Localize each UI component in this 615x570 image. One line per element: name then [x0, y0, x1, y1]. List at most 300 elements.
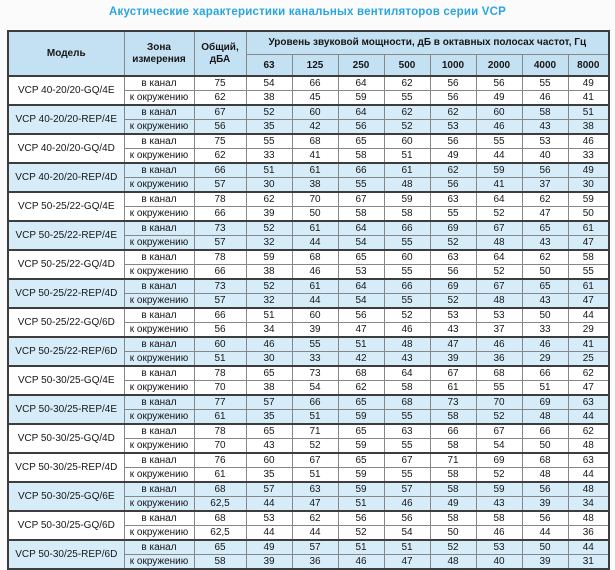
table-row-in-channel: [8, 250, 609, 265]
column-header-freq-2000: 2000: [476, 55, 522, 77]
octave-value-125: 61: [292, 221, 338, 236]
octave-value-1000: 56: [430, 91, 476, 106]
octave-value-1000: 49: [430, 149, 476, 164]
octave-value-500: 46: [384, 323, 430, 338]
octave-value-250: 58: [338, 207, 384, 222]
octave-value-63: 52: [246, 279, 292, 294]
acoustic-characteristics-table: [7, 30, 610, 570]
octave-value-63: 38: [246, 91, 292, 106]
octave-value-8000: 61: [568, 279, 609, 294]
zone-label: в канал: [124, 337, 194, 352]
octave-value-500: 62: [384, 105, 430, 120]
octave-value-250: 64: [338, 76, 384, 91]
octave-value-500: 55: [384, 468, 430, 483]
octave-value-4000: 50: [522, 439, 568, 454]
octave-value-250: 59: [338, 410, 384, 425]
octave-value-2000: 67: [476, 279, 522, 294]
octave-value-8000: 44: [568, 468, 609, 483]
total-dba-value: 65: [194, 540, 246, 555]
total-dba-value: 75: [194, 134, 246, 149]
octave-value-250: 67: [338, 192, 384, 207]
octave-value-1000: 52: [430, 236, 476, 251]
octave-value-4000: 65: [522, 279, 568, 294]
octave-value-8000: 49: [568, 163, 609, 178]
octave-value-1000: 43: [430, 323, 476, 338]
zone-label: к окружению: [124, 526, 194, 541]
octave-value-63: 33: [246, 149, 292, 164]
octave-value-500: 61: [384, 163, 430, 178]
octave-value-2000: 55: [476, 381, 522, 396]
octave-value-63: 46: [246, 337, 292, 352]
zone-label: к окружению: [124, 381, 194, 396]
octave-value-2000: 70: [476, 395, 522, 410]
octave-value-63: 38: [246, 381, 292, 396]
octave-value-125: 61: [292, 163, 338, 178]
table-row-in-channel: [8, 395, 609, 410]
octave-value-8000: 62: [568, 366, 609, 381]
octave-value-4000: 43: [522, 294, 568, 309]
octave-value-125: 52: [292, 439, 338, 454]
table-row-in-channel: [8, 308, 609, 323]
column-header-freq-63: 63: [246, 55, 292, 77]
octave-value-250: 56: [338, 511, 384, 526]
octave-value-250: 65: [338, 424, 384, 439]
page-title: Акустические характеристики канальных вентиляторов серии VCP: [108, 6, 507, 18]
octave-value-500: 56: [384, 511, 430, 526]
octave-value-500: 60: [384, 134, 430, 149]
octave-value-1000: 69: [430, 279, 476, 294]
octave-value-2000: 64: [476, 192, 522, 207]
table-row-in-channel: [8, 540, 609, 555]
octave-value-500: 55: [384, 236, 430, 251]
octave-value-250: 47: [338, 323, 384, 338]
total-dba-value: 77: [194, 395, 246, 410]
octave-value-250: 54: [338, 294, 384, 309]
octave-value-63: 44: [246, 526, 292, 541]
column-header-freq-8000: 8000: [568, 55, 609, 77]
octave-value-63: 62: [246, 192, 292, 207]
octave-value-125: 71: [292, 424, 338, 439]
zone-label: к окружению: [124, 236, 194, 251]
octave-value-4000: 50: [522, 308, 568, 323]
octave-value-2000: 67: [476, 424, 522, 439]
octave-value-8000: 63: [568, 453, 609, 468]
octave-value-4000: 48: [522, 468, 568, 483]
total-dba-value: 57: [194, 178, 246, 193]
octave-value-250: 65: [338, 453, 384, 468]
octave-value-500: 43: [384, 352, 430, 367]
octave-value-125: 68: [292, 134, 338, 149]
total-dba-value: 57: [194, 236, 246, 251]
zone-label: в канал: [124, 192, 194, 207]
total-dba-value: 78: [194, 366, 246, 381]
octave-value-4000: 43: [522, 236, 568, 251]
model-name: VCP 50-25/22-GQ/6D: [8, 308, 124, 337]
octave-value-2000: 49: [476, 91, 522, 106]
octave-value-4000: 39: [522, 497, 568, 512]
octave-value-63: 52: [246, 221, 292, 236]
octave-value-2000: 68: [476, 366, 522, 381]
octave-value-8000: 61: [568, 221, 609, 236]
octave-value-1000: 63: [430, 250, 476, 265]
octave-value-500: 59: [384, 192, 430, 207]
octave-value-500: 66: [384, 279, 430, 294]
total-dba-value: 56: [194, 323, 246, 338]
model-name: VCP 50-30/25-GQ/6D: [8, 511, 124, 540]
octave-value-125: 36: [292, 555, 338, 570]
zone-label: в канал: [124, 366, 194, 381]
octave-value-250: 65: [338, 134, 384, 149]
octave-value-8000: 25: [568, 352, 609, 367]
octave-value-8000: 41: [568, 337, 609, 352]
octave-value-4000: 40: [522, 149, 568, 164]
model-name: VCP 50-30/25-GQ/4E: [8, 366, 124, 395]
octave-value-125: 42: [292, 120, 338, 135]
octave-value-2000: 67: [476, 221, 522, 236]
octave-value-2000: 52: [476, 468, 522, 483]
octave-value-1000: 58: [430, 439, 476, 454]
model-name: VCP 40-20/20-REP/4E: [8, 105, 124, 134]
zone-label: к окружению: [124, 207, 194, 222]
octave-value-125: 70: [292, 192, 338, 207]
octave-value-125: 68: [292, 250, 338, 265]
octave-value-8000: 48: [568, 511, 609, 526]
total-dba-value: 61: [194, 468, 246, 483]
octave-value-2000: 52: [476, 410, 522, 425]
zone-label: к окружению: [124, 468, 194, 483]
column-header-zone: Зона измерения: [124, 31, 194, 76]
octave-value-250: 65: [338, 395, 384, 410]
total-dba-value: 66: [194, 207, 246, 222]
octave-value-4000: 68: [522, 453, 568, 468]
octave-value-250: 51: [338, 540, 384, 555]
octave-value-1000: 71: [430, 453, 476, 468]
octave-value-250: 66: [338, 163, 384, 178]
total-dba-value: 70: [194, 439, 246, 454]
octave-value-500: 63: [384, 424, 430, 439]
octave-value-1000: 67: [430, 366, 476, 381]
octave-value-4000: 56: [522, 163, 568, 178]
octave-value-63: 55: [246, 134, 292, 149]
octave-value-63: 35: [246, 410, 292, 425]
octave-value-1000: 53: [430, 120, 476, 135]
octave-value-2000: 44: [476, 149, 522, 164]
octave-value-500: 67: [384, 453, 430, 468]
octave-value-250: 54: [338, 236, 384, 251]
octave-value-2000: 43: [476, 497, 522, 512]
total-dba-value: 62,5: [194, 497, 246, 512]
octave-value-2000: 59: [476, 482, 522, 497]
octave-value-1000: 53: [430, 308, 476, 323]
octave-value-125: 51: [292, 410, 338, 425]
octave-value-125: 63: [292, 482, 338, 497]
octave-value-4000: 55: [522, 76, 568, 91]
octave-value-125: 62: [292, 511, 338, 526]
octave-value-125: 60: [292, 308, 338, 323]
octave-value-63: 43: [246, 439, 292, 454]
total-dba-value: 57: [194, 294, 246, 309]
table-row-in-channel: [8, 511, 609, 526]
octave-value-8000: 49: [568, 76, 609, 91]
octave-value-2000: 40: [476, 555, 522, 570]
octave-value-125: 33: [292, 352, 338, 367]
column-header-freq-250: 250: [338, 55, 384, 77]
octave-value-63: 57: [246, 482, 292, 497]
octave-value-8000: 29: [568, 323, 609, 338]
octave-value-63: 59: [246, 250, 292, 265]
total-dba-value: 62: [194, 149, 246, 164]
octave-value-500: 51: [384, 540, 430, 555]
octave-value-4000: 69: [522, 395, 568, 410]
octave-value-2000: 58: [476, 511, 522, 526]
octave-value-4000: 29: [522, 352, 568, 367]
zone-label: к окружению: [124, 352, 194, 367]
model-name: VCP 50-25/22-GQ/4E: [8, 192, 124, 221]
octave-value-8000: 48: [568, 439, 609, 454]
octave-value-1000: 39: [430, 352, 476, 367]
octave-value-4000: 46: [522, 91, 568, 106]
octave-value-63: 60: [246, 453, 292, 468]
octave-value-250: 53: [338, 265, 384, 280]
model-name: VCP 50-30/25-REP/6D: [8, 540, 124, 569]
octave-value-63: 39: [246, 207, 292, 222]
octave-value-1000: 52: [430, 294, 476, 309]
octave-value-8000: 63: [568, 395, 609, 410]
octave-value-250: 59: [338, 468, 384, 483]
octave-value-500: 52: [384, 120, 430, 135]
octave-value-4000: 50: [522, 265, 568, 280]
octave-value-500: 48: [384, 337, 430, 352]
octave-value-2000: 41: [476, 178, 522, 193]
total-dba-value: 66: [194, 265, 246, 280]
table-row-in-channel: [8, 105, 609, 120]
model-name: VCP 40-20/20-GQ/4D: [8, 134, 124, 163]
column-header-freq-500: 500: [384, 55, 430, 77]
octave-value-2000: 46: [476, 526, 522, 541]
total-dba-value: 51: [194, 352, 246, 367]
model-name: VCP 50-25/22-REP/4D: [8, 279, 124, 308]
octave-value-125: 66: [292, 76, 338, 91]
octave-value-250: 64: [338, 279, 384, 294]
octave-value-2000: 48: [476, 236, 522, 251]
octave-value-8000: 62: [568, 424, 609, 439]
zone-label: в канал: [124, 279, 194, 294]
table-row-in-channel: [8, 366, 609, 381]
octave-value-125: 61: [292, 279, 338, 294]
zone-label: в канал: [124, 250, 194, 265]
table-row-in-channel: [8, 192, 609, 207]
octave-value-1000: 52: [430, 540, 476, 555]
octave-value-125: 44: [292, 526, 338, 541]
zone-label: в канал: [124, 540, 194, 555]
octave-value-500: 62: [384, 76, 430, 91]
zone-label: к окружению: [124, 555, 194, 570]
column-header-total-dba: Общий, дБА: [194, 31, 246, 76]
octave-value-63: 51: [246, 308, 292, 323]
octave-value-8000: 46: [568, 134, 609, 149]
octave-value-125: 57: [292, 540, 338, 555]
model-name: VCP 50-25/22-GQ/4D: [8, 250, 124, 279]
octave-value-1000: 69: [430, 221, 476, 236]
octave-value-250: 59: [338, 482, 384, 497]
octave-value-1000: 61: [430, 381, 476, 396]
zone-label: к окружению: [124, 323, 194, 338]
total-dba-value: 78: [194, 250, 246, 265]
zone-label: в канал: [124, 308, 194, 323]
octave-value-8000: 33: [568, 149, 609, 164]
octave-value-4000: 51: [522, 381, 568, 396]
octave-value-125: 55: [292, 337, 338, 352]
model-name: VCP 50-30/25-REP/4D: [8, 453, 124, 482]
octave-value-125: 66: [292, 395, 338, 410]
table-row-in-channel: [8, 279, 609, 294]
octave-value-250: 42: [338, 352, 384, 367]
octave-value-4000: 66: [522, 424, 568, 439]
octave-value-4000: 43: [522, 120, 568, 135]
octave-value-2000: 64: [476, 250, 522, 265]
octave-value-63: 52: [246, 105, 292, 120]
octave-value-8000: 30: [568, 178, 609, 193]
octave-value-125: 51: [292, 468, 338, 483]
octave-value-500: 66: [384, 221, 430, 236]
octave-value-1000: 49: [430, 497, 476, 512]
octave-value-500: 55: [384, 294, 430, 309]
octave-value-63: 34: [246, 323, 292, 338]
octave-value-1000: 48: [430, 555, 476, 570]
octave-value-250: 64: [338, 221, 384, 236]
table-row-in-channel: [8, 76, 609, 91]
total-dba-value: 78: [194, 424, 246, 439]
zone-label: к окружению: [124, 265, 194, 280]
octave-value-125: 45: [292, 91, 338, 106]
octave-value-63: 54: [246, 76, 292, 91]
octave-value-500: 51: [384, 149, 430, 164]
octave-value-63: 51: [246, 163, 292, 178]
zone-label: к окружению: [124, 91, 194, 106]
octave-value-8000: 38: [568, 120, 609, 135]
octave-value-2000: 46: [476, 337, 522, 352]
octave-value-250: 64: [338, 105, 384, 120]
octave-value-4000: 66: [522, 366, 568, 381]
octave-value-1000: 63: [430, 192, 476, 207]
octave-value-500: 58: [384, 207, 430, 222]
octave-value-4000: 39: [522, 555, 568, 570]
octave-value-250: 59: [338, 91, 384, 106]
octave-value-500: 52: [384, 308, 430, 323]
zone-label: к окружению: [124, 497, 194, 512]
octave-value-2000: 52: [476, 265, 522, 280]
octave-value-8000: 44: [568, 540, 609, 555]
octave-value-1000: 56: [430, 134, 476, 149]
octave-value-125: 39: [292, 323, 338, 338]
zone-label: в канал: [124, 482, 194, 497]
total-dba-value: 60: [194, 337, 246, 352]
table-row-in-channel: [8, 337, 609, 352]
octave-value-4000: 58: [522, 105, 568, 120]
octave-value-2000: 53: [476, 540, 522, 555]
octave-value-63: 35: [246, 468, 292, 483]
octave-value-1000: 58: [430, 511, 476, 526]
total-dba-value: 62: [194, 91, 246, 106]
octave-value-8000: 59: [568, 192, 609, 207]
octave-value-4000: 62: [522, 250, 568, 265]
zone-label: к окружению: [124, 178, 194, 193]
octave-value-500: 55: [384, 265, 430, 280]
total-dba-value: 76: [194, 453, 246, 468]
zone-label: в канал: [124, 105, 194, 120]
octave-value-250: 59: [338, 439, 384, 454]
octave-value-125: 67: [292, 453, 338, 468]
octave-value-500: 48: [384, 178, 430, 193]
octave-value-1000: 58: [430, 468, 476, 483]
octave-value-2000: 53: [476, 308, 522, 323]
octave-value-8000: 34: [568, 497, 609, 512]
octave-value-500: 55: [384, 410, 430, 425]
octave-value-500: 64: [384, 366, 430, 381]
total-dba-value: 73: [194, 221, 246, 236]
total-dba-value: 68: [194, 511, 246, 526]
total-dba-value: 70: [194, 381, 246, 396]
octave-value-8000: 55: [568, 265, 609, 280]
column-header-freq-1000: 1000: [430, 55, 476, 77]
octave-value-125: 50: [292, 207, 338, 222]
zone-label: в канал: [124, 453, 194, 468]
octave-value-1000: 50: [430, 526, 476, 541]
table-row-in-channel: [8, 453, 609, 468]
octave-value-4000: 44: [522, 526, 568, 541]
model-name: VCP 50-30/25-REP/4E: [8, 395, 124, 424]
zone-label: к окружению: [124, 410, 194, 425]
octave-value-63: 32: [246, 236, 292, 251]
octave-value-500: 46: [384, 497, 430, 512]
octave-value-63: 35: [246, 120, 292, 135]
table-row-in-channel: [8, 134, 609, 149]
zone-label: в канал: [124, 395, 194, 410]
table-row-in-channel: [8, 221, 609, 236]
total-dba-value: 61: [194, 410, 246, 425]
octave-value-8000: 41: [568, 91, 609, 106]
octave-value-63: 65: [246, 366, 292, 381]
total-dba-value: 67: [194, 105, 246, 120]
total-dba-value: 58: [194, 555, 246, 570]
octave-value-1000: 58: [430, 482, 476, 497]
octave-value-4000: 65: [522, 221, 568, 236]
total-dba-value: 78: [194, 192, 246, 207]
octave-value-63: 38: [246, 265, 292, 280]
octave-value-63: 30: [246, 352, 292, 367]
octave-value-63: 39: [246, 555, 292, 570]
model-name: VCP 50-30/25-GQ/6E: [8, 482, 124, 511]
octave-value-125: 47: [292, 497, 338, 512]
total-dba-value: 56: [194, 120, 246, 135]
zone-label: в канал: [124, 76, 194, 91]
octave-value-63: 57: [246, 395, 292, 410]
table-row-in-channel: [8, 482, 609, 497]
octave-value-8000: 44: [568, 410, 609, 425]
octave-value-125: 41: [292, 149, 338, 164]
octave-value-250: 52: [338, 526, 384, 541]
octave-value-1000: 58: [430, 410, 476, 425]
octave-value-1000: 56: [430, 178, 476, 193]
table-row-in-channel: [8, 424, 609, 439]
zone-label: к окружению: [124, 120, 194, 135]
octave-value-125: 73: [292, 366, 338, 381]
total-dba-value: 75: [194, 76, 246, 91]
octave-value-500: 57: [384, 482, 430, 497]
octave-value-4000: 53: [522, 134, 568, 149]
octave-value-1000: 56: [430, 76, 476, 91]
octave-value-500: 47: [384, 555, 430, 570]
